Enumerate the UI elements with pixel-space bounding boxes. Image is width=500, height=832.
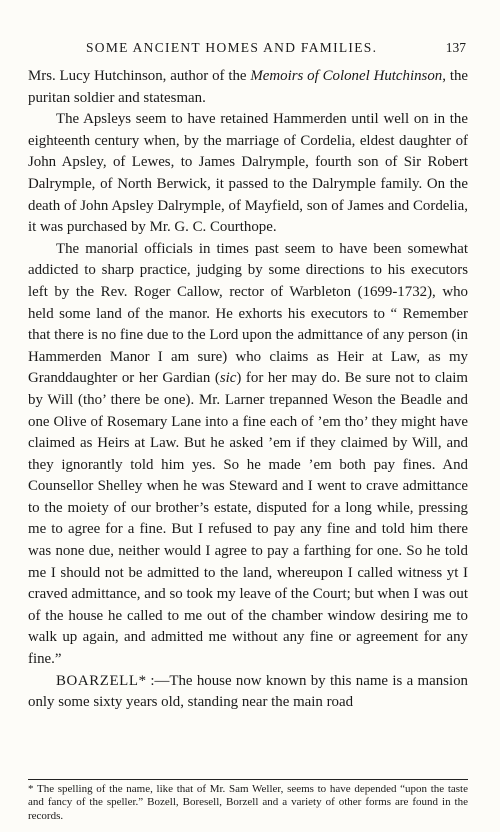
paragraph-1-text-a: Mrs. Lucy Hutchinson, author of the [28,68,251,84]
page-number: 137 [445,40,466,55]
footnote: * The spelling of the name, like that of Mr. Sam Weller, seems to have depended “upon the taste and fancy of the speller.” Bozell, Boresell, Borzell and a variety of other forms are found in the records. [28,783,468,822]
running-header [86,40,466,56]
sic-italic: sic [219,370,237,387]
running-title: SOME ANCIENT HOMES AND FAMILIES. [86,40,378,55]
paragraph-3-text-b: ) for her may do. Be sure not to claim by Will (tho’ there be one). Mr. Larner trepanned Weson the Beadle and one Olive of Rosemary Lane into a fine each of ’em tho’ they might have claimed as Heirs at Law. But he asked ’em if they claimed by Will, and they ignorantly told him yes. So he made ’em both pay fines. And Counsellor Shelley when he was Steward and I went to crave admittance to the moiety of our brother’s estate, disputed for a long while, pressing me to agree for a fine. But I refused to pay any fine and told him there was none due, neither would I agree to pay a farthing for one. So he told me I should not be admitted to the land, whereupon I called witness yt I craved admittance, and so took my leave of the Court; but when I was out of the house he called to me out of the chamber window desiring me to walk up again, and admitted me without any fine or agreement for any fine.” [28,370,468,668]
paragraph-4 [28,671,468,714]
paragraph-3-text-a: The manorial officials in times past seem to have been somewhat addicted to sharp practice, judging by some directions to his executors left by the Rev. Roger Callow, rector of Warbleton (1699-1732), who held some land of the manor. He exhorts his executors to “ Remember that there is no fine due to the Lord upon the admittance of any person (in Hammerden Manor I am sure) who claims as Heir at Law, as my Granddaughter or her Gardian ( [28,240,468,387]
section-heading-boarzell: BOARZELL [56,672,139,689]
paragraph-3 [28,239,468,671]
paragraph-1-text-b: , the puritan soldier and statesman. [28,68,469,106]
book-title-italic: Memoirs of Colonel Hutchinson [250,68,443,84]
paragraph-2: The Apsleys seem to have retained Hammerden until well on in the eighteenth century when, by the marriage of Cordelia, eldest daughter of John Apsley, of Lewes, to James Dalrymple, fourth son of Sir Robert Dalrymple, of North Berwick, it passed to the Dalrymple family. On the death of John Apsley Dalrymple, of Mayfield, son of James and Cordelia, it was purchased by Mr. G. C. Courthope. [28,111,468,236]
footnote-rule [28,779,468,780]
paragraph-4-text: * :—The house now known by this name is a mansion only some sixty years old, standing near the main road [28,672,468,711]
body-text [28,66,468,714]
paragraph-1 [28,66,468,109]
